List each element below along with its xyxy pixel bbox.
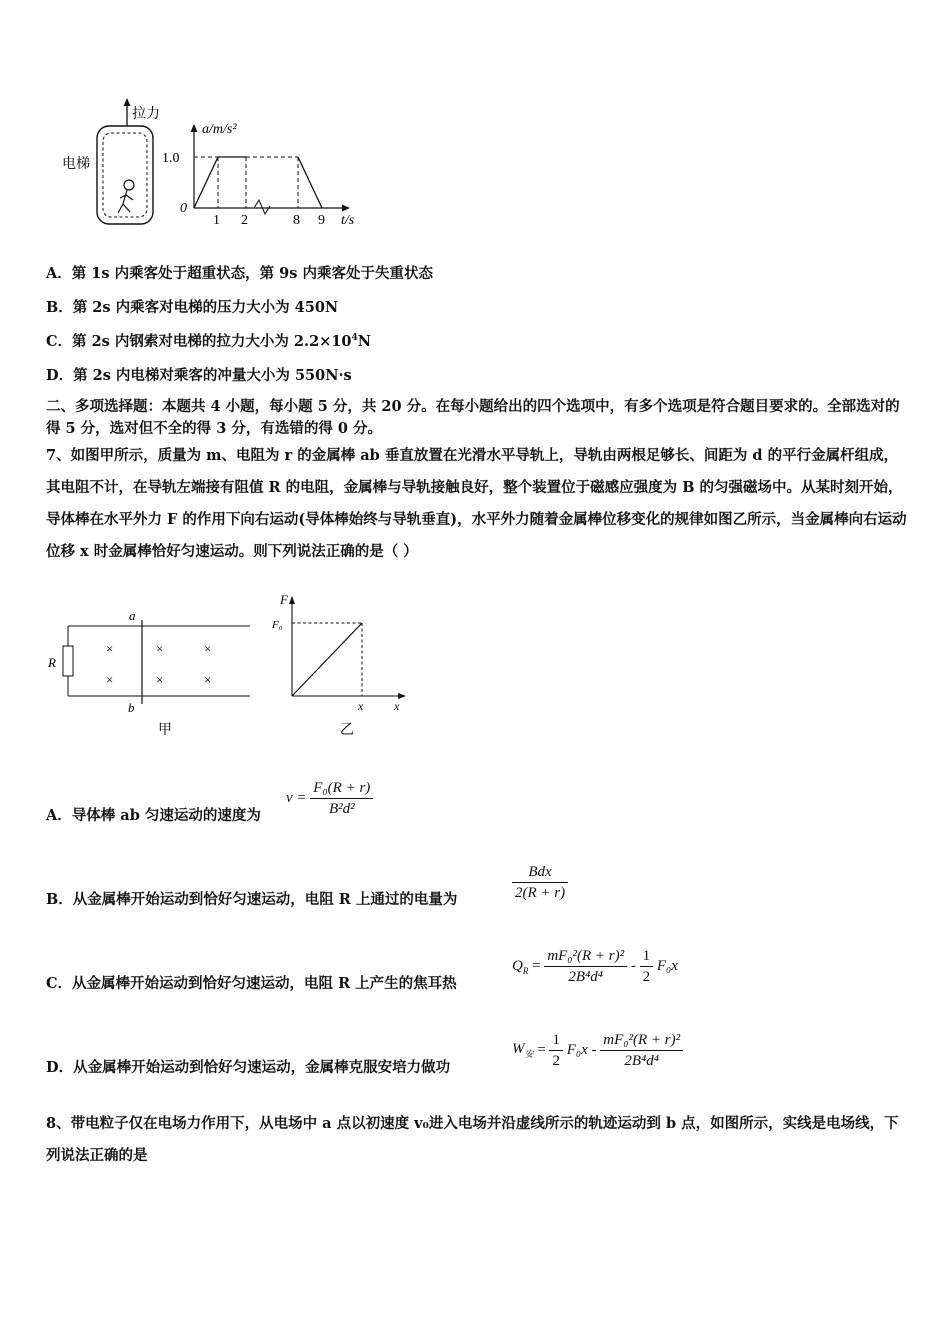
- q7-option-c: C．从金属棒开始运动到恰好匀速运动，电阻 R 上产生的焦耳热: [46, 975, 457, 992]
- formula-denominator-2: 2B⁴d⁴: [624, 1053, 659, 1069]
- formula-numerator: mF₀²(R + r)²: [544, 946, 627, 967]
- magnetic-field-marks: [106, 641, 211, 687]
- q7-option-a: A．导体棒 ab 匀速运动的速度为: [46, 807, 261, 824]
- axis-break-mark: [254, 200, 270, 214]
- tension-arrowhead: [124, 98, 131, 106]
- formula-eq: =: [532, 958, 541, 974]
- x-axis-label: t/s: [341, 213, 355, 228]
- field-mark: ×: [106, 641, 114, 656]
- origin-label: 0: [180, 201, 187, 216]
- x-tick-2: 2: [241, 213, 248, 228]
- figure-yi: [270, 590, 410, 740]
- figure-jia-caption: 甲: [158, 723, 172, 738]
- q6-option-c-exponent: 4: [351, 333, 358, 344]
- field-mark: ×: [156, 672, 164, 687]
- q6-option-d: D．第 2s 内电梯对乘客的冲量大小为 550N·s: [46, 367, 352, 384]
- formula-denominator: 2: [552, 1053, 560, 1069]
- rod-end-a: a: [129, 608, 136, 623]
- F-x-line: [292, 623, 362, 696]
- formula-numerator: 1: [549, 1030, 563, 1051]
- formula-lhs: $W_安$: [512, 1041, 534, 1059]
- x-tick-9: 9: [318, 213, 325, 228]
- figure-jia: [44, 604, 262, 740]
- q6-option-a: A．第 1s 内乘客处于超重状态，第 9s 内乘客处于失重状态: [46, 265, 433, 282]
- q7-stem: 7、如图甲所示，质量为 m、电阻为 r 的金属棒 ab 垂直放置在光滑水平导轨上，导轨由两根足够长、间距为 d 的平行金属杆组成，其电阻不计，在导轨左端接有阻值 R 的电阻，金属棒与导轨接触良好，整个装置位于磁感应强度为 B 的匀强磁场中。从某时刻开始，导体棒在水平外力 F 的作用下向右运动(导体棒始终与导轨垂直)，水平外力随着金属棒位移变化的规律如图乙所示，当金属棒向右运动位移 x 时金属棒恰好匀速运动。则下列说法正确的是（ ）: [46, 447, 907, 560]
- formula-denominator: B²d²: [328, 801, 355, 817]
- formula-mid: F₀x -: [566, 1042, 597, 1058]
- field-mark: ×: [106, 672, 114, 687]
- resistor-R: [63, 646, 73, 676]
- figure-yi-caption: 乙: [340, 723, 354, 738]
- q7-option-d-formula: [512, 1030, 683, 1071]
- q7-option-d: D．从金属棒开始运动到恰好匀速运动，金属棒克服安培力做功: [46, 1059, 451, 1076]
- formula-denominator-2: 2: [642, 969, 651, 985]
- formula-denominator: 2B⁴d⁴: [568, 969, 604, 985]
- elevator-label: 电梯: [62, 157, 90, 172]
- formula-eq: =: [537, 1042, 546, 1058]
- field-mark: ×: [204, 672, 212, 687]
- x-tick-x: x: [358, 699, 364, 713]
- section-2-instructions: 二、多项选择题：本题共 4 小题，每小题 5 分，共 20 分。在每小题给出的四个选项中，有多个选项是符合题目要求的。全部选对的得 5 分，选对但不全的得 3 分，有选错的得 0 分。: [46, 398, 900, 437]
- formula-numerator-2: mF₀²(R + r)²: [600, 1030, 683, 1051]
- q7-option-b-formula: [512, 862, 568, 903]
- x-tick-8: 8: [293, 213, 300, 228]
- formula-minus: -: [630, 958, 636, 974]
- field-mark: ×: [156, 641, 164, 656]
- formula-tail: F₀x: [656, 958, 678, 974]
- passenger-icon: [118, 180, 134, 213]
- formula-lhs: $Q_R$: [512, 957, 529, 976]
- rod-end-b: b: [128, 700, 135, 715]
- formula-lhs: v =: [286, 790, 307, 806]
- a-t-curve-fall: [298, 157, 322, 208]
- q8-stem: 8、带电粒子仅在电场力作用下，从电场中 a 点以初速度 v₀进入电场并沿虚线所示的轨迹运动到 b 点，如图所示，实线是电场线，下列说法正确的是: [46, 1115, 899, 1164]
- y-tick-F0: F₀: [272, 619, 283, 631]
- field-mark: ×: [204, 641, 212, 656]
- elevator-figure: [60, 96, 380, 230]
- y-tick-label: 1.0: [162, 151, 180, 166]
- q7-option-b: B．从金属棒开始运动到恰好匀速运动，电阻 R 上通过的电量为: [46, 891, 458, 908]
- y-axis-label: F: [280, 592, 288, 607]
- x-axis-label: x: [394, 699, 400, 713]
- q6-option-c-text: C．第 2s 内钢索对电梯的拉力大小为 2.2×10: [46, 333, 352, 350]
- elevator-inner: [103, 133, 147, 217]
- x-tick-1: 1: [213, 213, 220, 228]
- formula-numerator-2: 1: [640, 946, 654, 967]
- q7-option-a-formula: [286, 778, 373, 819]
- q6-option-c-unit: N: [357, 333, 372, 350]
- formula-numerator: F₀(R + r): [310, 778, 373, 799]
- y-axis-label: a/m/s²: [202, 122, 237, 137]
- q6-option-c: [46, 330, 371, 351]
- a-t-curve-rise: [194, 157, 246, 208]
- q6-option-b: B．第 2s 内乘客对电梯的压力大小为 450N: [46, 299, 339, 316]
- resistor-label: R: [48, 655, 56, 670]
- elevator-car: [97, 126, 153, 224]
- q7-option-c-formula: [512, 946, 678, 987]
- formula-numerator: Bdx: [512, 862, 568, 883]
- formula-denominator: 2(R + r): [515, 885, 566, 901]
- tension-label: 拉力: [132, 107, 160, 122]
